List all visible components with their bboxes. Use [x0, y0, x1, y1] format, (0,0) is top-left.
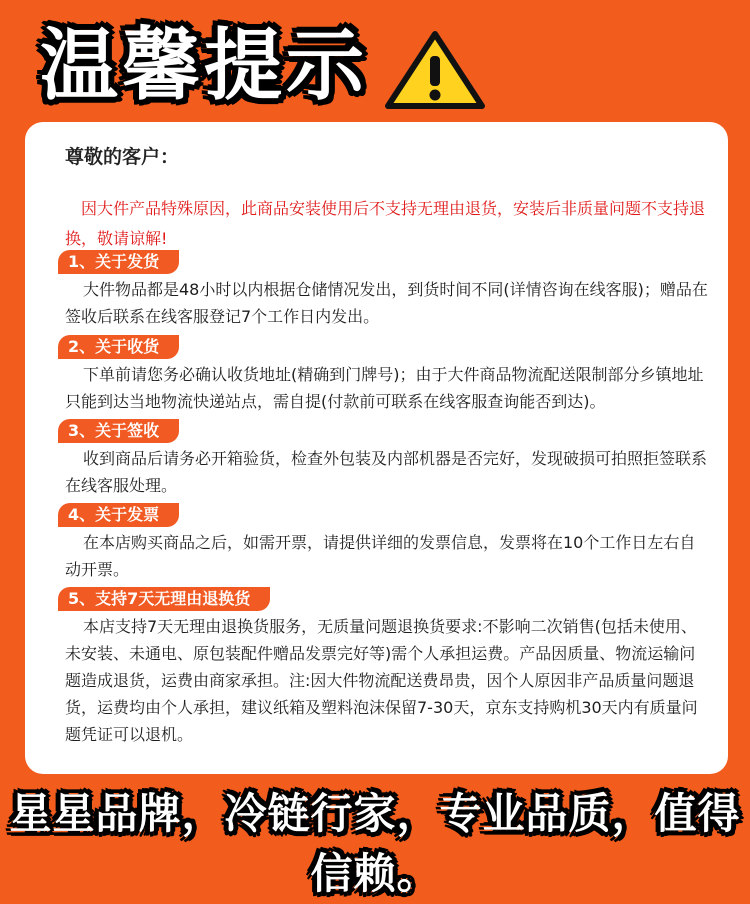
warning-triangle-icon	[384, 30, 486, 110]
section-label-receiving: 2、关于收货	[58, 335, 179, 359]
return-policy-notice: 因大件产品特殊原因，此商品安装使用后不支持无理由退货，安装后非质量问题不支持退换，敬请谅解!	[65, 199, 706, 248]
section-text-returns: 本店支持7天无理由退换货服务，无质量问题退换货要求:不影响二次销售(包括未使用、未安装、未通电、原包装配件赠品发票完好等)需个人承担运费。产品因质量、物流运输问题造成退货，运费由商家承担。注:因大件物流配送费昂贵，因个人原因非产品质量问题退货，运费均由个人承担，建议纸箱及塑料泡沫保留7-30天，京东支持购机30天内有质量问题凭证可以退机。	[65, 617, 698, 744]
page-title: 温馨提示	[40, 21, 369, 111]
section-label-shipping: 1、关于发货	[58, 250, 179, 274]
section-label-returns: 5、支持7天无理由退换货	[58, 587, 270, 611]
section-text-invoice: 在本店购买商品之后，如需开票，请提供详细的发票信息，发票将在10个工作日左右自动开票。	[65, 533, 696, 579]
header	[0, 0, 750, 122]
section-text-shipping: 大件物品都是48小时以内根据仓储情况发出，到货时间不同(详情咨询在线客服)；赠品在签收后联系在线客服登记7个工作日内发出。	[65, 280, 708, 326]
notice-card	[25, 122, 728, 774]
section-label-signing: 3、关于签收	[58, 419, 179, 443]
brand-slogan: 星星品牌，冷链行家，专业品质，值得信赖。	[9, 789, 741, 898]
section-text-signing: 收到商品后请务必开箱验货，检查外包装及内部机器是否完好，发现破损可拍照拒签联系在线客服处理。	[65, 449, 708, 495]
section-label-invoice: 4、关于发票	[58, 503, 179, 527]
greeting: 尊敬的客户：	[65, 146, 180, 168]
section-text-receiving: 下单前请您务必确认收货地址(精确到门牌号)；由于大件商品物流配送限制部分乡镇地址只能到达当地物流快递站点，需自提(付款前可联系在线客服查询能否到达)。	[65, 365, 704, 411]
